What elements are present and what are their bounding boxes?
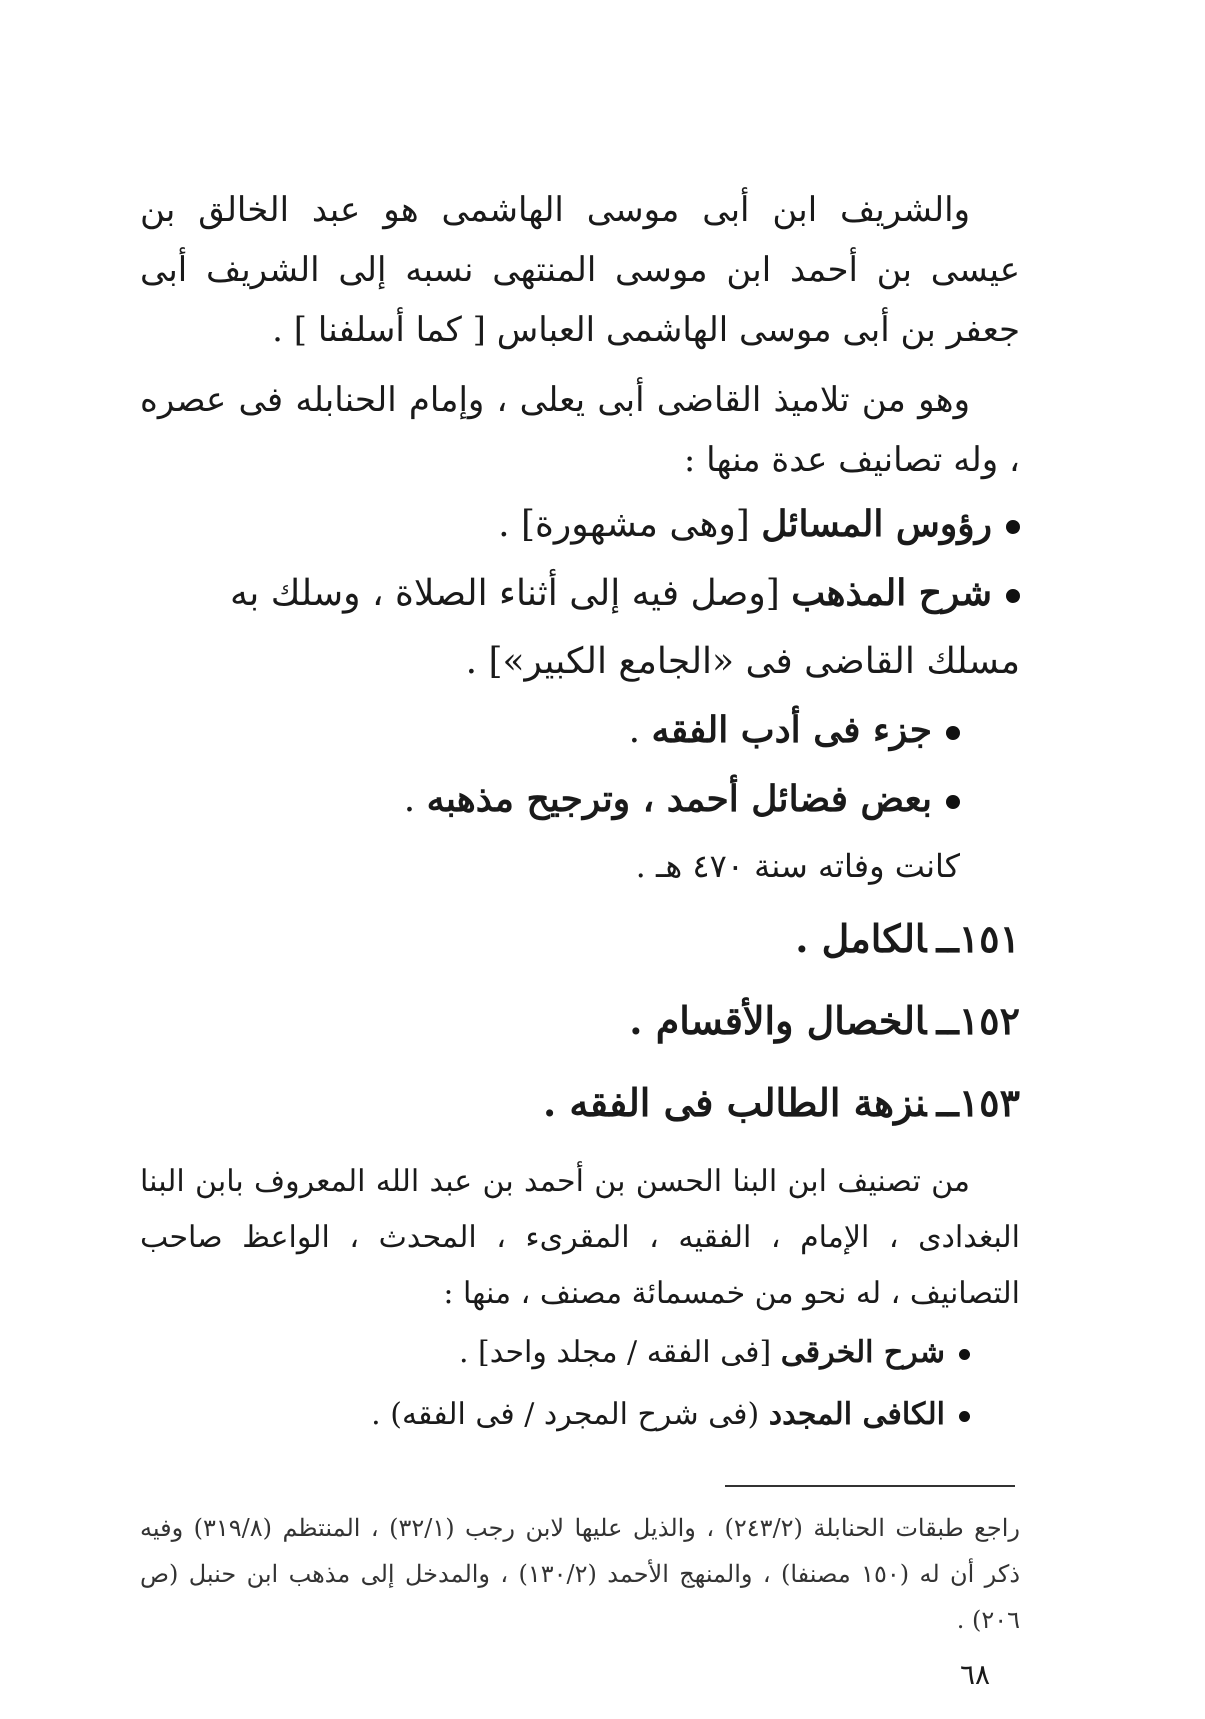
work-note: [فى الفقه / مجلد واحد] . bbox=[458, 1335, 781, 1370]
work-note: [وصل فيه إلى أثناء الصلاة ، وسلك به مسلك القاضى فى «الجامع الكبير»] . bbox=[229, 573, 1020, 682]
work-item bbox=[140, 490, 1020, 559]
section-title: نزهة الطالب فى الفقه . bbox=[542, 1080, 927, 1125]
bullet-icon bbox=[1006, 589, 1020, 603]
work-item bbox=[140, 765, 960, 834]
students-paragraph: وهو من تلاميذ القاضى أبى يعلى ، وإمام الحنابله فى عصره ، وله تصانيف عدة منها : bbox=[140, 380, 1020, 480]
intro-paragraph: والشريف ابن أبى موسى الهاشمى هو عبد الخالق بن عيسى بن أحمد ابن موسى المنتهى نسبه إلى الشريف أبى جعفر بن أبى موسى الهاشمى العباس [ كما أسلفنا ] . bbox=[140, 190, 1020, 350]
bullet-icon bbox=[1006, 520, 1020, 534]
work-title: رؤوس المسائل bbox=[761, 503, 992, 545]
sections bbox=[140, 898, 1020, 1144]
work-note: . bbox=[628, 710, 652, 751]
bullet-icon bbox=[959, 1411, 970, 1422]
works-list bbox=[140, 490, 1020, 834]
section-number: ١٥٣ــ bbox=[936, 1080, 1020, 1125]
work-item bbox=[140, 559, 1020, 696]
footnote-divider bbox=[725, 1485, 1015, 1487]
work-item bbox=[140, 1384, 970, 1446]
page-body bbox=[140, 180, 1020, 1446]
bullet-icon bbox=[946, 795, 960, 809]
section-heading bbox=[140, 980, 1020, 1062]
work-title: جزء فى أدب الفقه bbox=[651, 709, 932, 751]
section-title: الكامل . bbox=[795, 916, 927, 961]
work-note: (فى شرح المجرد / فى الفقه) . bbox=[371, 1397, 769, 1432]
section-heading bbox=[140, 1062, 1020, 1144]
section-number: ١٥٢ــ bbox=[936, 998, 1020, 1043]
work-title: بعض فضائل أحمد ، وترجيح مذهبه bbox=[426, 778, 932, 820]
work-title: الكافى المجدد bbox=[768, 1397, 945, 1432]
footnote: راجع طبقات الحنابلة (٢٤٣/٢) ، والذيل عليها لابن رجب (٣٢/١) ، المنتظم (٣١٩/٨) وفيه ذكر أن له (١٥٠ مصنفا) ، والمنهج الأحمد (١٣٠/٢) ، والمدخل إلى مذهب ابن حنبل (ص ٢٠٦) . bbox=[140, 1514, 1021, 1634]
work-title: شرح المذهب bbox=[791, 572, 992, 614]
author-paragraph: من تصنيف ابن البنا الحسن بن أحمد بن عبد الله المعروف بابن البنا البغدادى ، الإمام ، الفقيه ، المقرىء ، المحدث ، الواعظ صاحب التصانيف ، له نحو من خمسمائة مصنف ، منها : bbox=[140, 1164, 1020, 1311]
bullet-icon bbox=[946, 726, 960, 740]
section-number: ١٥١ــ bbox=[936, 916, 1020, 961]
work-note: . bbox=[403, 779, 427, 820]
work-item bbox=[140, 696, 960, 765]
author-works-list bbox=[140, 1322, 1020, 1446]
page-number: ٦٨ bbox=[960, 1658, 991, 1691]
work-note: [وهى مشهورة] . bbox=[498, 504, 762, 545]
work-item bbox=[140, 1322, 970, 1384]
section-heading bbox=[140, 898, 1020, 980]
footnotes bbox=[140, 1505, 1020, 1643]
bullet-icon bbox=[959, 1349, 970, 1360]
section-title: الخصال والأقسام . bbox=[629, 998, 927, 1043]
work-title: شرح الخرقى bbox=[780, 1335, 945, 1370]
death-line: كانت وفاته سنة ٤٧٠ هـ . bbox=[635, 847, 960, 885]
